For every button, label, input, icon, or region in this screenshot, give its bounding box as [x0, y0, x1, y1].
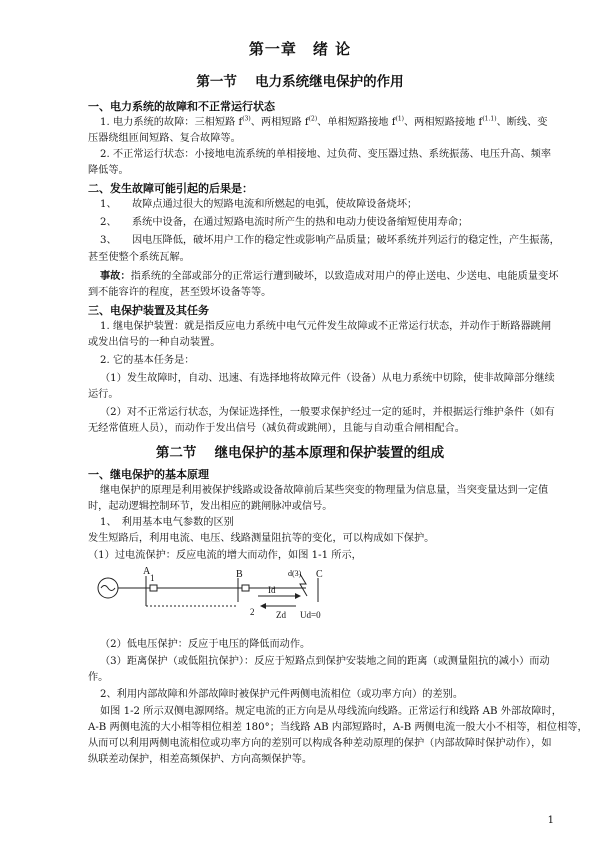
- label-c: C: [316, 569, 323, 580]
- basic-parameters-heading: 1、 利用基本电气参数的区别: [100, 517, 234, 528]
- double-source-line3: 从而可以利用两侧电流相位或功率方向的差别可以构成各种差动原理的保护（内部故障时保护动作），如: [88, 738, 552, 749]
- consequence-2: 2、 系统中设备，在通过短路电流时所产生的热和电动力使设备缩短使用寿命；: [100, 217, 469, 228]
- label-zd: Zd: [276, 610, 286, 620]
- short-circuit-changes: 发生短路后，利用电流、电压、线路测量阻抗等的变化，可以构成如下保护。: [88, 533, 435, 544]
- label-fault-point: d(3): [288, 569, 302, 578]
- accident-definition-line1: 事故：指系统的全部或部分的正常运行遭到破坏，以致造成对用户的停止送电、少送电、电能质量变坏: [100, 270, 559, 282]
- figure-1-1: [90, 566, 380, 628]
- label-b: B: [236, 569, 243, 580]
- paragraph-faults-line1: 1. 电力系统的故障：三相短路 $f^{(3)}$、两相短路 $f^{(2)}$、单相短路接地 $f^{(1)}$、两相短路接地 $f^{(1.1)}$、断线、变: [100, 115, 548, 128]
- task-2-line1: （2）对不正常运行状态，为保证选择性，一般要求保护经过一定的延时，并根据运行维护条件（如有: [100, 407, 555, 418]
- generator-wave: [101, 586, 115, 591]
- heading-consequences: 二、发生故障可能引起的后果是：: [88, 182, 253, 195]
- breaker-1: [150, 585, 157, 591]
- label-1: 1: [150, 573, 155, 583]
- task-1-line1: （1）发生故障时，自动、迅速、有选择地将故障元件（设备）从电力系统中切除，使非故障部分继续: [100, 373, 555, 384]
- phase-difference-heading: 2、利用内部故障和外部故障时被保护元件两侧电流相位（或功率方向）的差别。: [100, 689, 464, 700]
- double-source-line1: 如图 1-2 所示双侧电源网络。规定电流的正方向是从母线流向线路。正常运行和线路 AB 外部故障时，: [100, 706, 562, 717]
- heading-protection-tasks: 三、电保护装置及其任务: [88, 304, 209, 317]
- paragraph-faults-line2: 压器绕组匝间短路、复合故障等。: [88, 133, 241, 144]
- paragraph-abnormal-line1: 2. 不正常运行状态：小接地电流系统的单相接地、过负荷、变压器过热、系统振荡、电压升高、频率: [100, 149, 552, 160]
- distance-protection-line1: （3）距离保护（或低阻抗保护）：反应于短路点到保护安装地之间的距离（或测量阻抗的减小）而动: [100, 656, 550, 667]
- consequence-1: 1、 故障点通过很大的短路电流和所燃起的电弧，使故障设备烧坏；: [100, 199, 418, 210]
- protection-definition-line1: 1. 继电保护装置：就是指反应电力系统中电气元件发生故障或不正常运行状态，并动作于断路器跳闸: [100, 321, 552, 332]
- paragraph-abnormal-line2: 降低等。: [88, 165, 129, 176]
- current-arrowhead: [295, 593, 301, 599]
- consequence-3-line2: 甚至使整个系统瓦解。: [88, 252, 190, 263]
- double-source-line4: 纵联差动保护，相差高频保护、方向高频保护等。: [88, 754, 313, 765]
- task-1-line2: 运行。: [88, 389, 119, 400]
- label-id: Id: [268, 585, 276, 595]
- label-ud: Ud=0: [300, 610, 321, 620]
- principle-line1: 继电保护的原理是利用被保护线路或设备故障前后某些突变的物理量为信息量，当突变量达到一定值: [100, 485, 549, 496]
- label-a: A: [143, 566, 151, 577]
- double-source-line2: A-B 两侧电流的大小相等相位相差 180°；当线路 AB 内部短路时，A-B 两侧电流一般大小不相等，相位相等，: [88, 722, 588, 733]
- overcurrent-protection: （1）过电流保护：反应电流的增大而动作，如图 1-1 所示，: [88, 550, 362, 561]
- protection-definition-line2: 或发出信号的一种自动装置。: [88, 337, 221, 348]
- undervoltage-protection: （2）低电压保护：反应于电压的降低而动作。: [100, 639, 311, 650]
- principle-line2: 时，起动逻辑控制环节，发出相应的跳闸脉冲或信号。: [88, 501, 333, 512]
- basic-tasks: 2. 它的基本任务是：: [100, 355, 195, 366]
- heading-basic-principle: 一、继电保护的基本原理: [88, 468, 209, 481]
- heading-faults: 一、电力系统的故障和不正常运行状态: [88, 100, 275, 113]
- chapter-title: 第一章 绪 论: [248, 40, 352, 58]
- section-2-title: 第二节 继电保护的基本原理和保护装置的组成: [155, 445, 445, 461]
- impedance-arrowhead: [260, 603, 266, 609]
- task-2-line2: 无经常值班人员），而动作于发出信号（减负荷或跳闸），且能与自动重合闸相配合。: [88, 423, 465, 434]
- accident-definition-line2: 到不能容许的程度，甚至毁坏设备等等。: [88, 287, 272, 298]
- consequence-3-line1: 3、 因电压降低，破坏用户工作的稳定性或影响产品质量；破坏系统并列运行的稳定性，产生振荡，: [100, 235, 560, 246]
- breaker-2: [242, 585, 249, 591]
- label-2: 2: [250, 607, 255, 617]
- page-number: 1: [547, 815, 554, 826]
- section-1-title: 第一节 电力系统继电保护的作用: [196, 74, 404, 90]
- distance-protection-line2: 作。: [88, 672, 109, 683]
